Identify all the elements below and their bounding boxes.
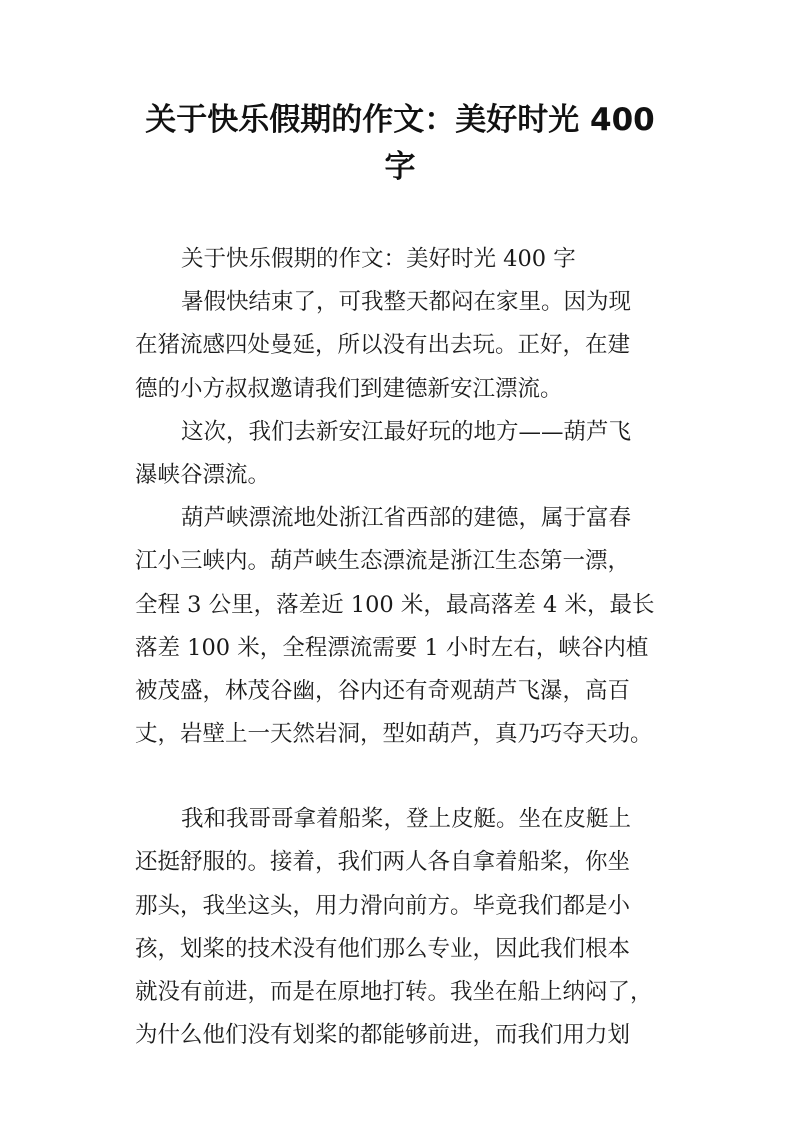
text-line: 葫芦峡漂流地处浙江省西部的建德，属于富春 — [181, 505, 632, 532]
paragraph-3 — [135, 497, 695, 756]
text-line: 我和我哥哥拿着船桨，登上皮艇。坐在皮艇上 — [181, 806, 632, 833]
text-line: 被茂盛，林茂谷幽，谷内还有奇观葫芦飞瀑，高百 — [135, 677, 631, 704]
text-line: 还挺舒服的。接着，我们两人各自拿着船桨，你坐 — [135, 849, 631, 876]
text-line: 关于快乐假期的作文：美好时光 400 字 — [181, 246, 576, 272]
document-title — [100, 97, 700, 191]
text-line: 这次，我们去新安江最好玩的地方——葫芦飞 — [181, 418, 632, 445]
paragraph-1 — [135, 281, 695, 411]
document-body — [135, 238, 695, 1057]
text-line: 为什么他们没有划桨的都能够前进，而我们用力划 — [135, 1022, 631, 1049]
paragraph-spacer — [135, 756, 695, 798]
title-line-1: 关于快乐假期的作文：美好时光 400 — [145, 102, 655, 138]
text-line: 就没有前进，而是在原地打转。我坐在船上纳闷了， — [135, 979, 653, 1005]
text-line: 丈，岩壁上一天然岩洞，型如葫芦，真乃巧夺天功。 — [135, 721, 653, 748]
text-line: 孩，划桨的技术没有他们那么专业，因此我们根本 — [135, 935, 631, 962]
text-line: 瀑峡谷漂流。 — [135, 461, 271, 488]
text-line: 暑假快结束了，可我整天都闷在家里。因为现 — [181, 289, 632, 316]
text-line: 那头，我坐这头，用力滑向前方。毕竟我们都是小 — [135, 892, 631, 919]
paragraph-2 — [135, 411, 695, 497]
paragraph-heading — [135, 238, 695, 281]
text-line: 在猪流感四处曼延，所以没有出去玩。正好，在建 — [135, 332, 631, 359]
paragraph-4 — [135, 798, 695, 1057]
text-line: 德的小方叔叔邀请我们到建德新安江漂流。 — [135, 375, 563, 402]
title-line-2: 字 — [384, 149, 416, 185]
text-line: 落差 100 米，全程漂流需要 1 小时左右，峡谷内植 — [135, 634, 649, 661]
text-line: 江小三峡内。葫芦峡生态漂流是浙江生态第一漂， — [135, 548, 631, 575]
text-line: 全程 3 公里，落差近 100 米，最高落差 4 米，最长 — [135, 591, 655, 618]
